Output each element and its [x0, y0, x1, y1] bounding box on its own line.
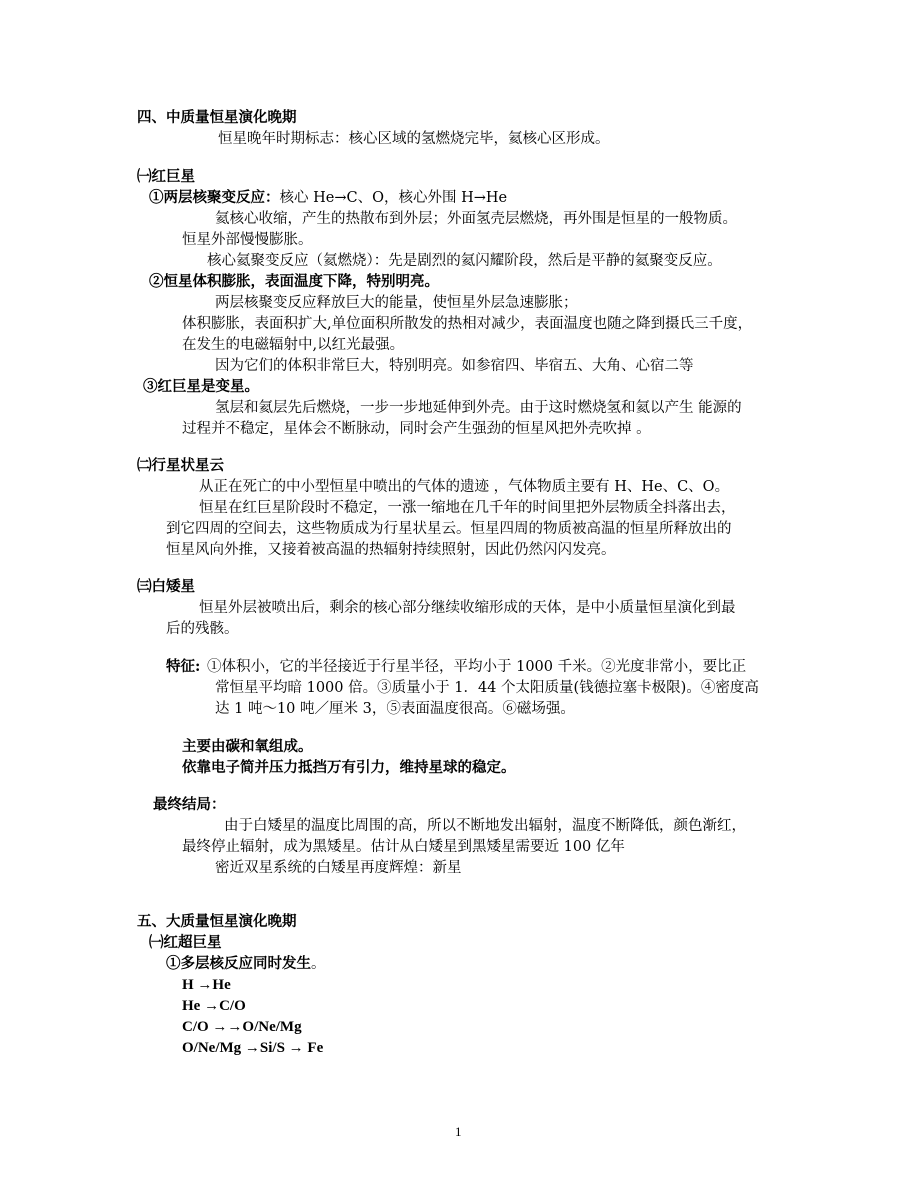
white-dwarf-final-line-1: 由于白矮星的温度比周围的高，所以不断地发出辐射，温度不断降低，颜色渐红，: [224, 818, 746, 834]
red-supergiant-point-1: [166, 954, 326, 974]
white-dwarf-line-1: 恒星外层被喷出后，剩余的核心部分继续收缩形成的天体，是中小质量恒星演化到最: [199, 600, 736, 616]
red-giant-point-1: [149, 188, 507, 208]
red-giant-point-2-title: ②恒星体积膨胀，表面温度下降，特别明亮。: [149, 273, 439, 290]
red-supergiant-point-1-end: 。: [311, 956, 326, 972]
nebula-line-3: 到它四周的空间去，这些物质成为行星状星云。恒星四周的物质被高温的恒星所释放出的: [166, 521, 732, 537]
white-dwarf-feature-line-2: 常恒星平均暗 1000 倍。③质量小于 1．44 个太阳质量(钱德拉塞卡极限)。④密度高: [215, 680, 759, 696]
white-dwarf-final-line-3: 密近双星系统的白矮星再度辉煌：新星: [215, 860, 462, 876]
red-giant-point-1-tail: 核心 He→C、O，核心外围 H→He: [279, 190, 508, 206]
red-giant-p1-line-1: 氦核心收缩，产生的热散布到外层；外面氢壳层燃烧，再外围是恒星的一般物质。: [215, 211, 737, 227]
red-giant-point-3-title: ③红巨星是变星。: [143, 378, 259, 395]
nebula-title: ㈡行星状星云: [137, 457, 224, 474]
white-dwarf-feature-label: 特征:: [166, 658, 201, 675]
nebula-line-1: 从正在死亡的中小型恒星中喷出的气体的遗迹 ，气体物质主要有 H、He、C、O。: [199, 479, 730, 495]
red-giant-p2-line-4: 因为它们的体积非常巨大，特别明亮。如参宿四、毕宿五、大角、心宿二等: [215, 358, 694, 374]
red-giant-p3-line-1: 氢层和氦层先后燃烧，一步一步地延伸到外壳。由于这时燃烧氢和氦以产生 能源的: [215, 400, 742, 416]
red-giant-p2-line-3: 在发生的电磁辐射中,以红光最强。: [182, 337, 405, 353]
red-giant-p3-line-2: 过程并不稳定，星体会不断脉动，同时会产生强劲的恒星风把外壳吹掉 。: [182, 421, 651, 437]
red-giant-point-1-title: ①两层核聚变反应：: [149, 189, 280, 206]
white-dwarf-feature-line-1: ①体积小，它的半径接近于行星半径，平均小于 1000 千米。②光度非常小，要比正: [207, 659, 747, 675]
red-giant-p1-line-3: 核心氦聚变反应（氦燃烧）：先是剧烈的氦闪耀阶段，然后是平静的氦聚变反应。: [207, 253, 722, 269]
reaction-chain-step-3: C/O →→O/Ne/Mg: [182, 1019, 302, 1035]
nebula-line-2: 恒星在红巨星阶段时不稳定，一涨一缩地在几千年的时间里把外层物质全抖落出去，: [199, 500, 736, 516]
section-4-intro: 恒星晚年时期标志：核心区域的氢燃烧完毕，氦核心区形成。: [218, 131, 610, 147]
white-dwarf-final-label: 最终结局：: [153, 796, 226, 813]
nebula-line-4: 恒星风向外推，又接着被高温的热辐射持续照射，因此仍然闪闪发亮。: [166, 542, 616, 558]
white-dwarf-feature-line-3: 达 1 吨～10 吨／厘米 3，⑤表面温度很高。⑥磁场强。: [215, 701, 575, 717]
red-giant-p2-line-1: 两层核聚变反应释放巨大的能量，使恒星外层急速膨胀；: [215, 295, 578, 311]
red-giant-p1-line-2: 恒星外部慢慢膨胀。: [182, 232, 313, 248]
red-supergiant-title: ㈠红超巨星: [149, 934, 222, 951]
page-number: 1: [455, 1124, 462, 1139]
reaction-chain-step-4: O/Ne/Mg →Si/S → Fe: [182, 1040, 324, 1056]
white-dwarf-final-line-2: 最终停止辐射，成为黑矮星。估计从白矮星到黑矮星需要近 100 亿年: [182, 839, 625, 855]
reaction-chain-step-2: He →C/O: [182, 998, 246, 1014]
red-supergiant-point-1-title: ①多层核反应同时发生: [166, 955, 311, 972]
reaction-chain-step-1: H →He: [182, 977, 231, 993]
white-dwarf-line-2: 后的残骸。: [166, 621, 239, 637]
red-giant-title: ㈠红巨星: [137, 168, 195, 185]
section-4-heading: 四、中质量恒星演化晚期: [137, 109, 297, 126]
white-dwarf-title: ㈢白矮星: [137, 578, 195, 595]
red-giant-p2-line-2: 体积膨胀，表面积扩大,单位面积所散发的热相对减少，表面温度也随之降到摄氏三千度，: [182, 316, 753, 332]
white-dwarf-composition: 主要由碳和氧组成。: [182, 738, 313, 755]
section-5-heading: 五、大质量恒星演化晚期: [137, 913, 297, 930]
white-dwarf-degeneracy: 依靠电子简并压力抵挡万有引力，维持星球的稳定。: [182, 759, 516, 776]
